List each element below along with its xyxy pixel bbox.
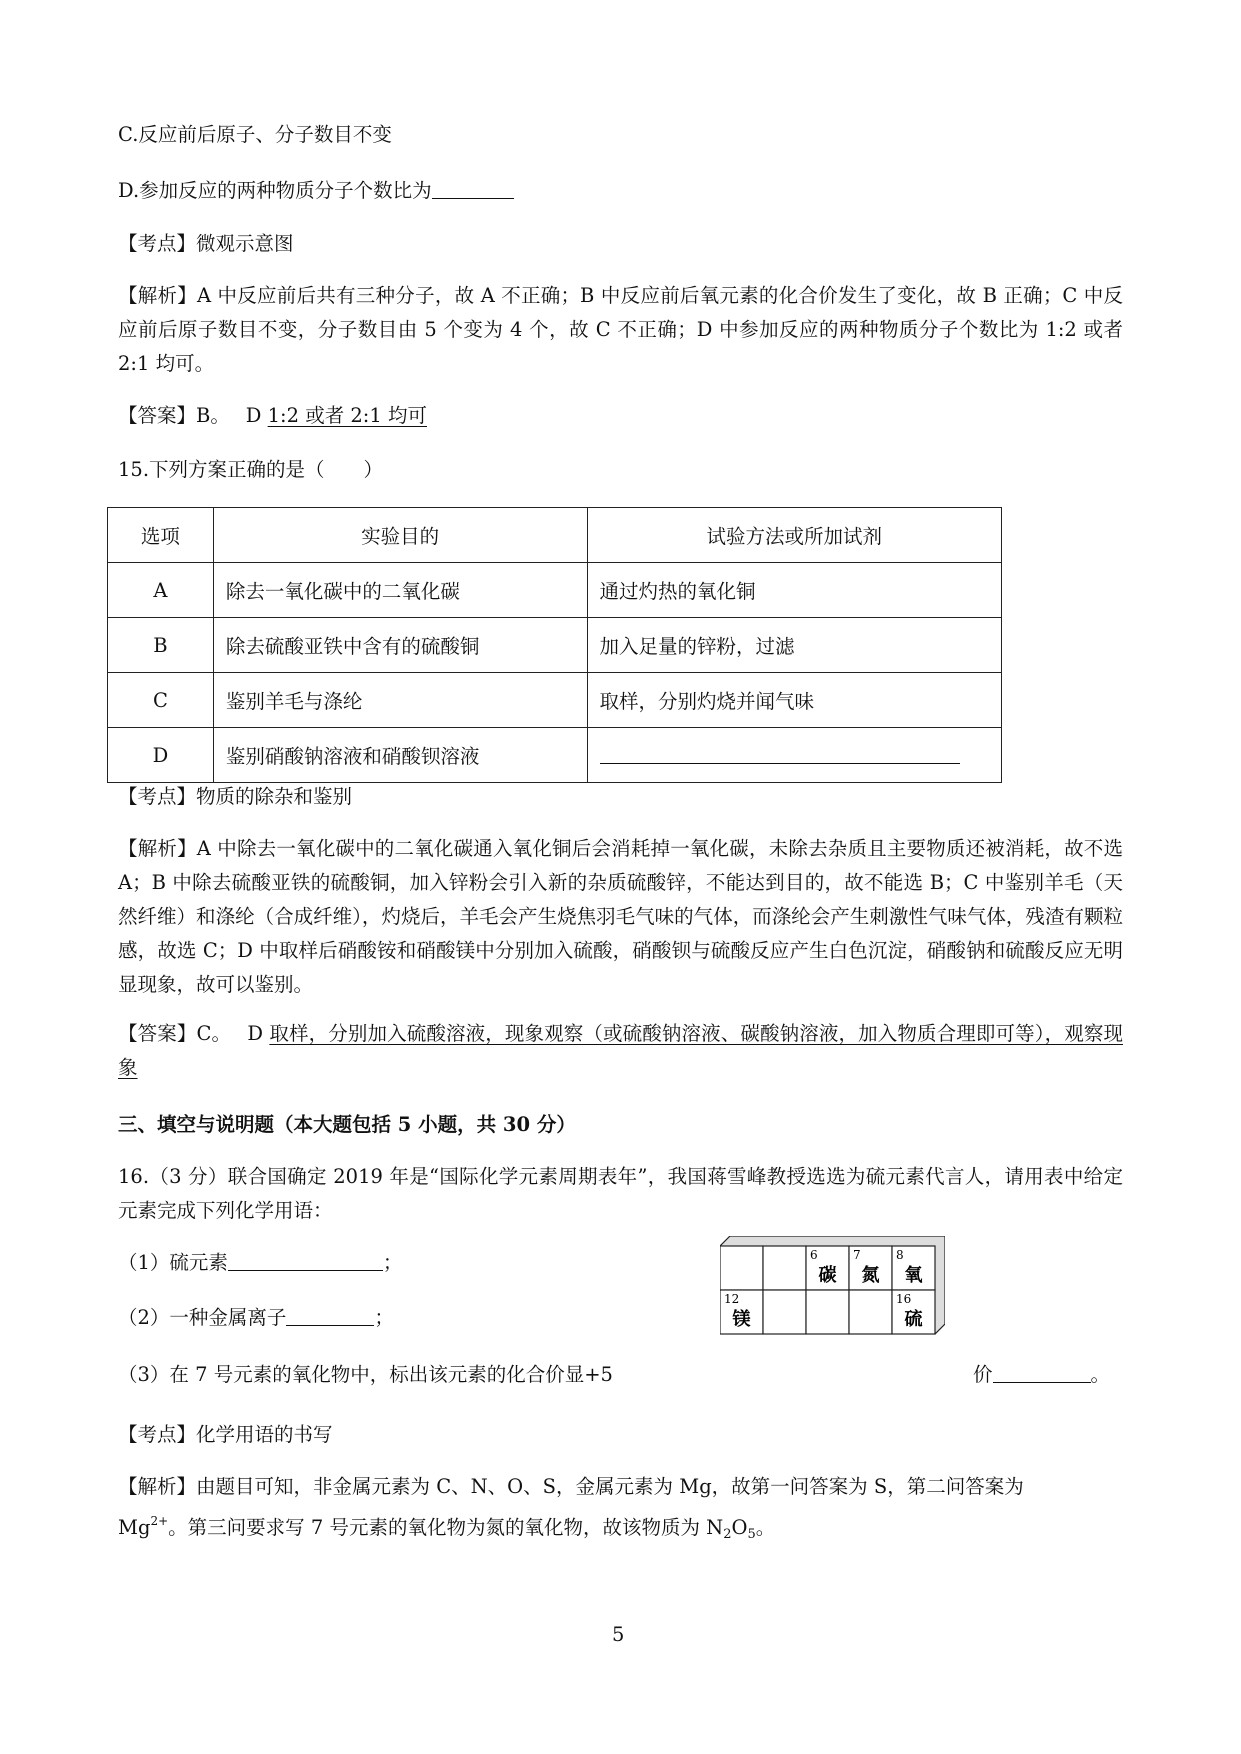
table-cell: 除去硫酸亚铁中含有的硫酸铜: [213, 618, 587, 673]
q16-jiexi-line1: 【解析】由题目可知，非金属元素为 C、N、O、S，金属元素为 Mg，故第一问答案为 S，第二问答案为: [118, 1475, 1024, 1498]
q14-answer: 【答案】B。 D 1:2 或者 2:1 均可: [118, 404, 427, 427]
page-number: 5: [612, 1623, 625, 1646]
q15-jiexi: 【解析】A 中除去一氧化碳中的二氧化碳通入氧化铜后会消耗掉一氧化碳，未除去杂质且主要物质还被消耗，故不选 A；B 中除去硫酸亚铁的硫酸铜，加入锌粉会引入新的杂质硫酸锌，不能达到目的，故不能选 B；C 中鉴别羊毛（天然纤维）和涤纶（合成纤维），灼烧后，羊毛会产生烧焦羽毛气味的气体，而涤纶会产生刺激性气味气体，残渣有颗粒感，故选 C；D 中取样后硝酸铵和硝酸镁中分别加入硫酸，硝酸钡与硫酸反应产生白色沉淀，硝酸钠和硫酸反应无明显现象，故可以鉴别。: [118, 837, 1123, 996]
q14-answer-underlined: 1:2 或者 2:1 均可: [267, 404, 427, 427]
q16-jiexi-line2: $Mg^{2+}$。第三问要求写 7 号元素的氧化物为氮的氧化物，故该物质为 $N_2O_5$。: [118, 1514, 776, 1542]
table-cell-answer: [587, 728, 1001, 783]
q16-stem: 16.（3 分）联合国确定 2019 年是“国际化学元素周期表年”，我国蒋雪峰教授选选为硫元素代言人，请用表中给定元素完成下列化学用语：: [118, 1165, 1123, 1222]
table-row: [108, 618, 1002, 673]
table-cell: 取样，分别灼烧并闻气味: [587, 673, 1001, 728]
answer-blank[interactable]: [600, 743, 960, 764]
q16-kaodian: 【考点】化学用语的书写: [118, 1423, 333, 1446]
atomic-number: 7: [853, 1248, 861, 1262]
table-row: [108, 673, 1002, 728]
element-cell: [763, 1246, 806, 1290]
section-heading: 三、填空与说明题（本大题包括 5 小题，共 30 分）: [118, 1113, 576, 1136]
element-name: 氮: [861, 1265, 880, 1286]
q14-option-c: C.反应前后原子、分子数目不变: [118, 123, 392, 146]
q15-kaodian: 【考点】物质的除杂和鉴别: [118, 785, 353, 808]
table-header-cell: 选项: [108, 508, 214, 563]
q15-stem: 15.下列方案正确的是（ ）: [118, 458, 384, 481]
q16-part1: （1）硫元素 ；: [118, 1251, 403, 1274]
atomic-number: 6: [810, 1248, 818, 1262]
table-header-cell: 试验方法或所加试剂: [587, 508, 1001, 563]
table-cell: D: [108, 728, 214, 783]
q16-part2: （2）一种金属离子 ；: [118, 1306, 394, 1329]
q15-options-table: [107, 507, 1002, 783]
atomic-number: 16: [896, 1292, 912, 1306]
element-cell: [849, 1290, 892, 1334]
periodic-table-fragment: [720, 1236, 945, 1344]
table-cell: 除去一氧化碳中的二氧化碳: [213, 563, 587, 618]
table-cell: A: [108, 563, 214, 618]
q15-answer-underlined: 取样，分别加入硫酸溶液，现象观察（或硫酸钠溶液、碳酸钠溶液，加入物质合理即可等），观察现象: [118, 1022, 1123, 1079]
answer-blank[interactable]: [228, 1250, 383, 1271]
element-name: 碳: [818, 1265, 837, 1286]
q14-jiexi: 【解析】A 中反应前后共有三种分子，故 A 不正确；B 中反应前后氧元素的化合价发生了变化，故 B 正确；C 中反应前后原子数目不变，分子数目由 5 个变为 4 个，故 C 不正确；D 中参加反应的两种物质分子个数比为 1:2 或者 2:1 均可。: [118, 284, 1123, 375]
table-row: [108, 563, 1002, 618]
table-cell: 通过灼热的氧化铜: [587, 563, 1001, 618]
answer-blank[interactable]: [993, 1362, 1091, 1383]
table-cell: C: [108, 673, 214, 728]
table-cell: 加入足量的锌粉，过滤: [587, 618, 1001, 673]
atomic-number: 8: [896, 1248, 904, 1262]
element-name: 硫: [904, 1309, 923, 1330]
q16-part3-end: 价 。: [973, 1363, 1111, 1386]
answer-blank[interactable]: [286, 1305, 374, 1326]
q16-part3: （3）在 7 号元素的氧化物中，标出该元素的化合价显+5: [118, 1363, 613, 1386]
element-cell: [806, 1290, 849, 1334]
answer-blank[interactable]: [432, 178, 514, 199]
table-row: [108, 728, 1002, 783]
table-header-cell: 实验目的: [213, 508, 587, 563]
table-header-row: [108, 508, 1002, 563]
atomic-number: 12: [724, 1292, 740, 1306]
table-cell: 鉴别羊毛与涤纶: [213, 673, 587, 728]
element-grid: [720, 1246, 935, 1334]
table-cell: B: [108, 618, 214, 673]
table-cell: 鉴别硝酸钠溶液和硝酸钡溶液: [213, 728, 587, 783]
q14-option-d: D.参加反应的两种物质分子个数比为: [118, 178, 514, 204]
q15-answer: 【答案】C。 D 取样，分别加入硫酸溶液，现象观察（或硫酸钠溶液、碳酸钠溶液，加入物质合理即可等），观察现象: [118, 1022, 1123, 1079]
element-cell: [763, 1290, 806, 1334]
element-name: 氧: [904, 1265, 923, 1286]
q14-kaodian: 【考点】微观示意图: [118, 232, 294, 255]
element-cell: [720, 1246, 763, 1290]
ion-charge: 2+: [150, 1514, 169, 1528]
element-name: 镁: [732, 1309, 751, 1330]
